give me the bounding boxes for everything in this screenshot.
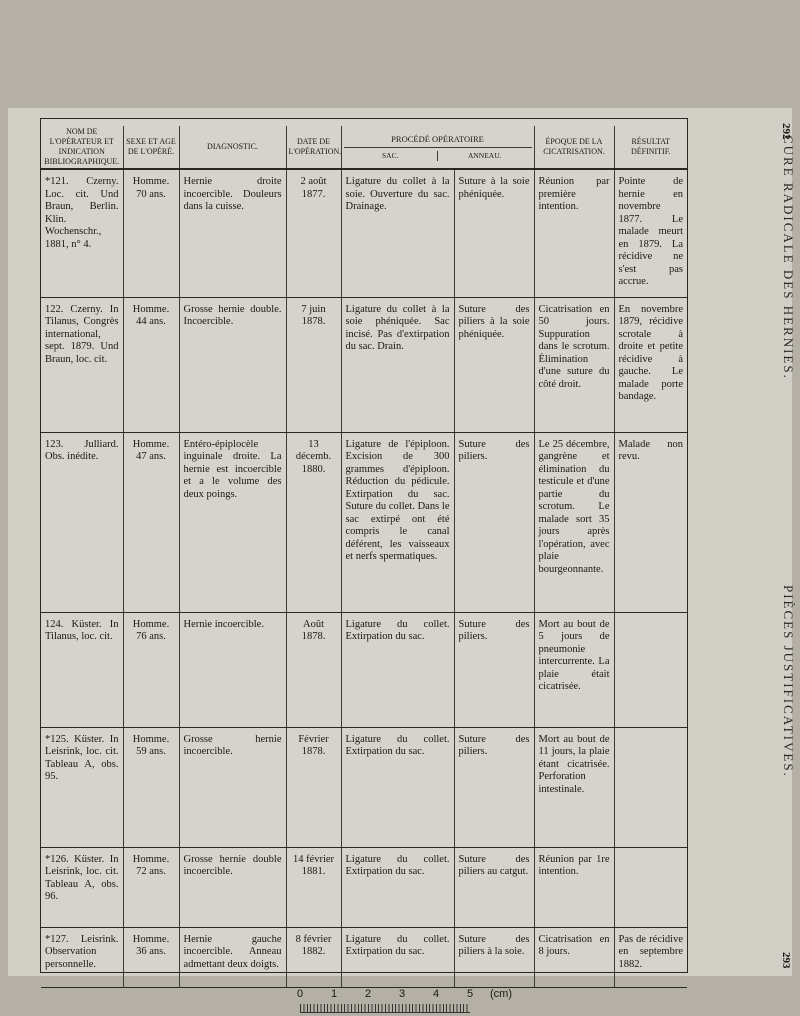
cell-epoque: Le 25 décembre, gangrène et élimination du testicule et d'une partie du scrotum. Le malade sort 35 jours après l'opération, avec plaie bourgeonnante.	[534, 432, 614, 612]
ruler-tick-label: 5	[466, 988, 474, 1000]
cell-nom: *127. Leisrink. Observation personnelle.	[41, 927, 123, 987]
cell-sac: Ligature du collet. Extirpation du sac.	[341, 612, 454, 727]
header-procede	[341, 126, 534, 169]
cell-sac: Ligature du collet à la soie phéniquée. Sac incisé. Pas d'extirpation du sac. Drain.	[341, 297, 454, 432]
cell-anneau: Suture à la soie phéniquée.	[454, 169, 534, 297]
cell-epoque: Réunion par première intention.	[534, 169, 614, 297]
cell-date: 7 juin 1878.	[286, 297, 341, 432]
table-row	[41, 847, 687, 927]
cell-resultat	[614, 612, 687, 727]
cell-sexe: Homme. 76 ans.	[123, 612, 179, 727]
header-diagnostic: DIAGNOSTIC.	[179, 126, 286, 169]
cell-diagnostic: Grosse hernie double. Incoercible.	[179, 297, 286, 432]
ruler-tick-label: 3	[398, 988, 406, 1000]
cell-anneau: Suture des piliers à la soie.	[454, 927, 534, 987]
cell-epoque: Cicatrisation en 50 jours. Suppuration dans le scrotum. Élimination d'une suture du côté droit.	[534, 297, 614, 432]
cell-nom: *126. Küster. In Leisrink, loc. cit. Tableau A, obs. 96.	[41, 847, 123, 927]
cell-sexe: Homme. 70 ans.	[123, 169, 179, 297]
header-nom: NOM DE L'OPÉRATEUR ET INDICATION BIBLIOGRAPHIQUE.	[41, 126, 123, 169]
cell-sexe: Homme. 59 ans.	[123, 727, 179, 847]
cell-resultat: Malade non revu.	[614, 432, 687, 612]
cell-epoque: Mort au bout de 5 jours de pneumonie intercurrente. La plaie était cicatrisée.	[534, 612, 614, 727]
cell-nom: 122. Czerny. In Tilanus, Congrès international, sept. 1879. Und Braun, loc. cit.	[41, 297, 123, 432]
cell-date: 14 février 1881.	[286, 847, 341, 927]
header-resultat: RÉSULTAT DÉFINITIF.	[614, 126, 687, 169]
cell-date: 8 février 1882.	[286, 927, 341, 987]
header-epoque: ÉPOQUE DE LA CICATRISATION.	[534, 126, 614, 169]
cell-date: Février 1878.	[286, 727, 341, 847]
cell-diagnostic: Hernie gauche incoercible. Anneau admettant deux doigts.	[179, 927, 286, 987]
cell-epoque: Mort au bout de 11 jours, la plaie étant cicatrisée. Perforation intestinale.	[534, 727, 614, 847]
cell-anneau: Suture des piliers.	[454, 727, 534, 847]
cell-sac: Ligature du collet. Extirpation du sac.	[341, 847, 454, 927]
scale-ruler	[296, 988, 512, 1016]
running-heads	[772, 125, 800, 980]
page-number-bottom: 293	[780, 952, 792, 969]
cell-sac: Ligature du collet. Extirpation du sac.	[341, 727, 454, 847]
cell-diagnostic: Entéro-épiplocèle inguinale droite. La hernie est incoercible et a le volume des deux poings.	[179, 432, 286, 612]
header-date: DATE DE L'OPÉRATION.	[286, 126, 341, 169]
cell-anneau: Suture des piliers.	[454, 432, 534, 612]
cell-sac: Ligature du collet. Extirpation du sac.	[341, 927, 454, 987]
cell-sexe: Homme. 47 ans.	[123, 432, 179, 612]
cell-sexe: Homme. 44 ans.	[123, 297, 179, 432]
header-anneau: ANNEAU.	[467, 150, 502, 160]
table-row	[41, 169, 687, 297]
table-row	[41, 927, 687, 987]
cell-anneau: Suture des piliers.	[454, 612, 534, 727]
cell-anneau: Suture des piliers au catgut.	[454, 847, 534, 927]
cell-sac: Ligature du collet à la soie. Ouverture du sac. Drainage.	[341, 169, 454, 297]
cell-diagnostic: Grosse hernie double incoercible.	[179, 847, 286, 927]
ruler-tick-label: 0	[296, 988, 304, 1000]
table-row	[41, 297, 687, 432]
cell-date: 2 août 1877.	[286, 169, 341, 297]
cell-diagnostic: Hernie droite incoercible. Douleurs dans la cuisse.	[179, 169, 286, 297]
cell-sexe: Homme. 72 ans.	[123, 847, 179, 927]
cell-epoque: Réunion par 1re intention.	[534, 847, 614, 927]
ruler-tick-label: 4	[432, 988, 440, 1000]
ruler-tick-label: 2	[364, 988, 372, 1000]
table-row	[41, 612, 687, 727]
header-procede-title: PROCÉDÉ OPÉRATOIRE	[344, 134, 532, 148]
header-sexe: SEXE ET AGE DE L'OPÉRÉ.	[123, 126, 179, 169]
cell-nom: *121. Czerny. Loc. cit. Und Braun, Berlin. Klin. Wochenschr., 1881, n° 4.	[41, 169, 123, 297]
case-table	[41, 126, 687, 988]
cell-resultat: Pas de récidive en septembre 1882.	[614, 927, 687, 987]
running-head-top: CURE RADICALE DES HERNIES.	[781, 135, 796, 380]
cell-nom: 123. Julliard. Obs. inédite.	[41, 432, 123, 612]
ruler-bar	[300, 1004, 470, 1013]
cell-resultat	[614, 847, 687, 927]
cell-epoque: Cicatrisation en 8 jours.	[534, 927, 614, 987]
cell-resultat	[614, 727, 687, 847]
cell-sexe: Homme. 36 ans.	[123, 927, 179, 987]
ruler-unit: (cm)	[490, 988, 512, 1000]
table-row	[41, 727, 687, 847]
cell-resultat: Pointe de hernie en novembre 1877. Le malade meurt en 1879. La récidive ne s'est pas accrue.	[614, 169, 687, 297]
page-number-top: 292	[780, 123, 792, 140]
ruler-tick-label: 1	[330, 988, 338, 1000]
cell-date: 13 décemb. 1880.	[286, 432, 341, 612]
cell-nom: *125. Küster. In Leisrink, loc. cit. Tableau A, obs. 95.	[41, 727, 123, 847]
cell-date: Août 1878.	[286, 612, 341, 727]
cell-anneau: Suture des piliers à la soie phéniquée.	[454, 297, 534, 432]
header-row	[41, 126, 687, 169]
header-sac: SAC.	[344, 151, 439, 161]
cell-diagnostic: Hernie incoercible.	[179, 612, 286, 727]
table-row	[41, 432, 687, 612]
running-head-bottom: PIÈCES JUSTIFICATIVES.	[781, 585, 796, 778]
cell-diagnostic: Grosse hernie incoercible.	[179, 727, 286, 847]
cell-sac: Ligature de l'épiploon. Excision de 300 grammes d'épiploon. Réduction du pédicule. Extirpation du sac. Suture du collet. Dans le sac extirpé ont été compris le canal déférent, les vaisseaux et nerfs spermatiques.	[341, 432, 454, 612]
cell-resultat: En novembre 1879, récidive scrotale à droite et petite récidive à gauche. Le malade porte bandage.	[614, 297, 687, 432]
cell-nom: 124. Küster. In Tilanus, loc. cit.	[41, 612, 123, 727]
ruler-labels	[296, 988, 474, 1002]
